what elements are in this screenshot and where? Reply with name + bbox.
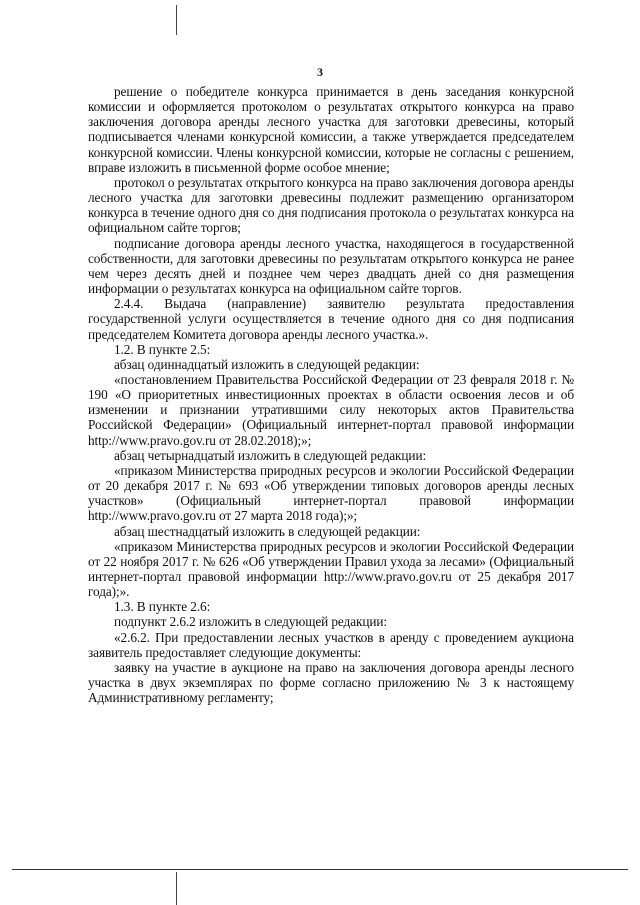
paragraph: «приказом Министерства природных ресурсов и экологии Российской Федерации от 22 ноября 2017 г. № 626 «Об утверждении Правил ухода за лесами» (Официальный интернет-портал правовой информации http://www.pravo.gov.ru от 25 декабря 2017 года);». [88, 538, 574, 600]
paragraph: «2.6.2. При предоставлении лесных участков в аренду с проведением аукциона заявитель предоставляет следующие документы: [88, 629, 574, 660]
paragraph: 2.4.4. Выдача (направление) заявителю результата предоставления государственной услуги осуществляется в течение одного дня со дня подписания председателем Комитета договора аренды лесного участка.». [88, 296, 574, 342]
paragraph: протокол о результатах открытого конкурса на право заключения договора аренды лесного участка для заготовки древесины подлежит размещению организатором конкурса в течение одного дня со дня подписания протокола о результатах конкурса на официальном сайте торгов; [88, 174, 574, 236]
paragraph: 1.2. В пункте 2.5: [114, 341, 211, 357]
paragraph: абзац четырнадцатый изложить в следующей редакции: [114, 447, 427, 463]
document-body [88, 84, 574, 705]
paragraph: решение о победителе конкурса принимается в день заседания конкурсной комиссии и оформляется протоколом о результатах открытого конкурса на право заключения договора аренды лесного участка для заготовки древесины, который подписывается членами конкурсной комиссии, а также утверждается председателем конкурсной комиссии. Члены конкурсной комиссии, которые не согласны с решением, вправе изложить в письменной форме особое мнение; [88, 84, 574, 175]
paragraph: 1.3. В пункте 2.6: [114, 599, 211, 615]
paragraph: «постановлением Правительства Российской Федерации от 23 февраля 2018 г. № 190 «О приоритетных инвестиционных проектах в области освоения лесов и об изменении и признании утратившими силу некоторых актов Правительства Российской Федерации» (Официальный интернет-портал правовой информации http://www.pravo.gov.ru от 28.02.2018);»; [88, 371, 574, 448]
paragraph: заявку на участие в аукционе на право на заключения договора аренды лесного участка в двух экземплярах по форме согласно приложению № 3 к настоящему Административному регламенту; [88, 659, 574, 706]
paragraph: абзац шестнадцатый изложить в следующей редакции: [114, 523, 421, 539]
paragraph: подпункт 2.6.2 изложить в следующей редакции: [114, 614, 388, 630]
paragraph: абзац одиннадцатый изложить в следующей редакции: [114, 356, 420, 372]
page-bottom-rule [12, 869, 628, 870]
page-number: 3 [317, 65, 323, 79]
paragraph: подписание договора аренды лесного участка, находящегося в государственной собственности, для заготовки древесины по результатам открытого конкурса не ранее чем через десять дней и позднее чем через двадцать дней со дня размещения информации о результатах конкурса на официальном сайте торгов. [88, 235, 574, 297]
scan-artifact-bottom-mark [176, 872, 177, 905]
paragraph: «приказом Министерства природных ресурсов и экологии Российской Федерации от 20 декабря 2017 г. № 693 «Об утверждении типовых договоров аренды лесных участков» (Официальный интернет-портал правовой информации http://www.pravo.gov.ru от 27 марта 2018 года);»; [88, 462, 574, 524]
scan-artifact-top-mark [176, 5, 177, 35]
